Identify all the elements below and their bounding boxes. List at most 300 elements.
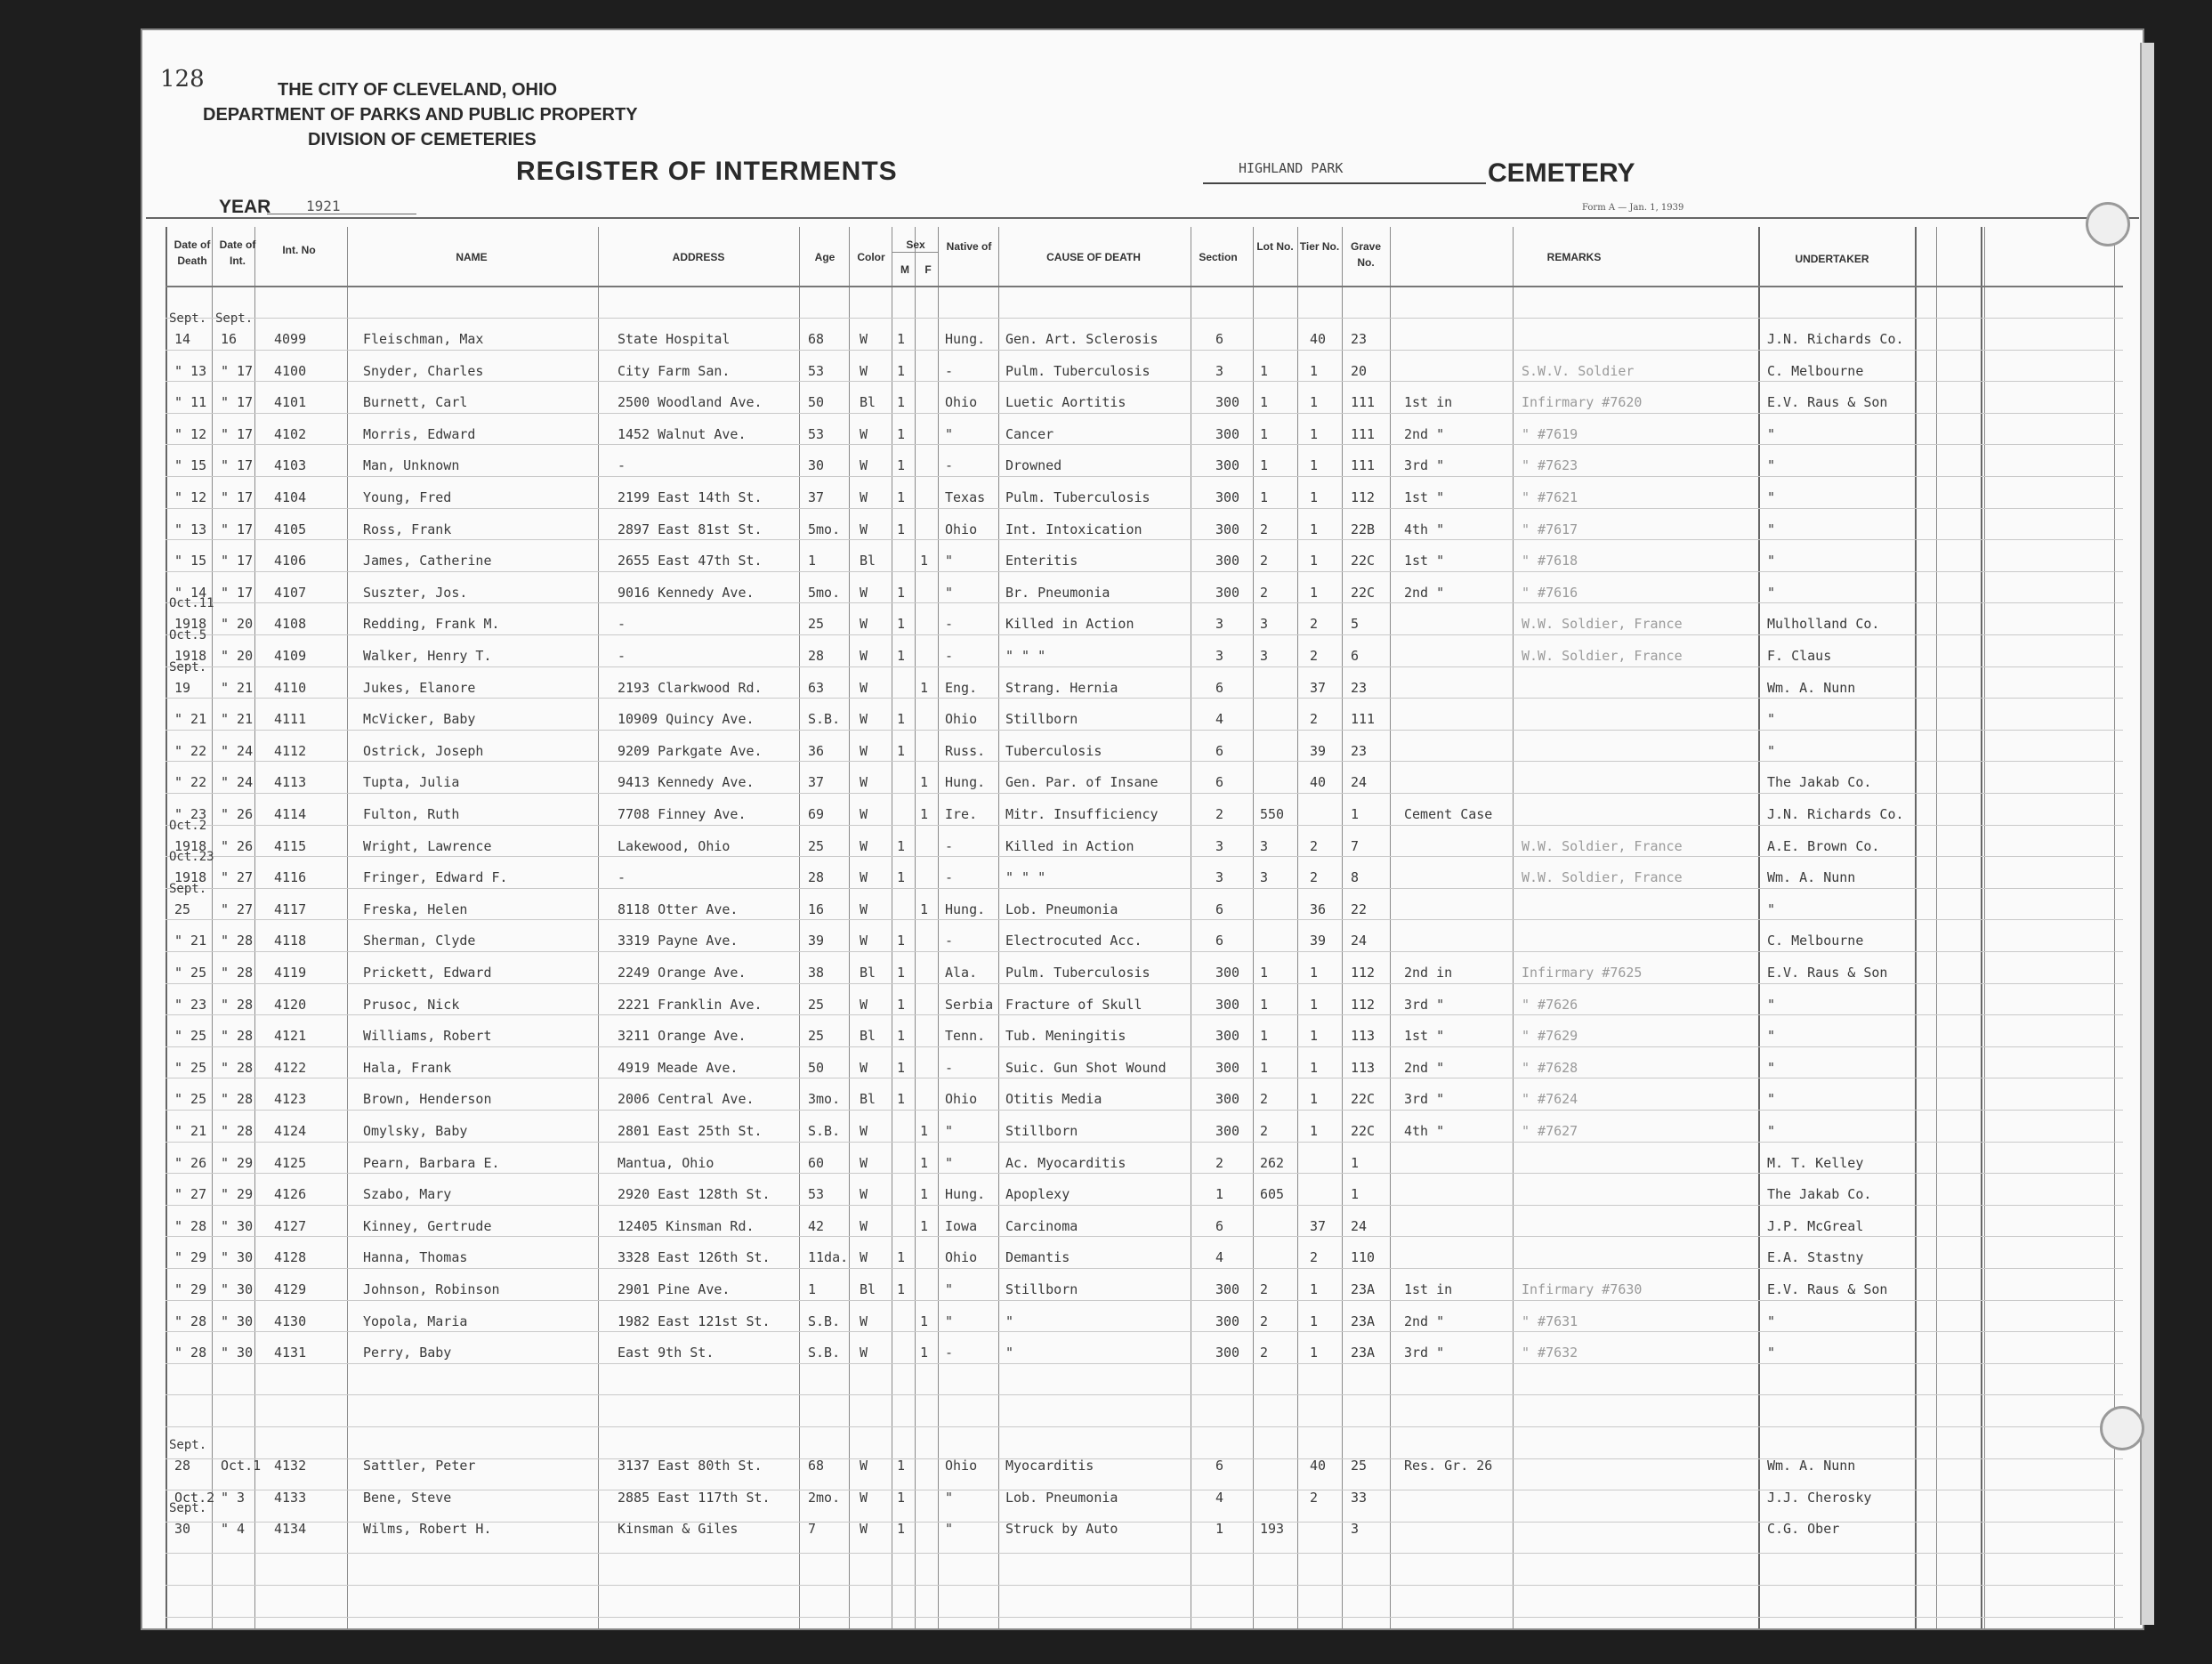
cell-date-of-death: " 12 [174, 489, 207, 505]
cell-sex-m: 1 [897, 1521, 906, 1538]
cell-date-of-int: " 28 [221, 1059, 254, 1076]
register-title: REGISTER OF INTERMENTS [516, 157, 898, 186]
cell-cause: Suic. Gun Shot Wound [1005, 1059, 1167, 1076]
cell-date-of-int: " 30 [221, 1281, 254, 1297]
cell-remark-b: W.W. Soldier, France [1522, 869, 1683, 886]
table-row [165, 950, 2123, 982]
cell-date-of-death: " 25 [174, 965, 207, 981]
cell-name: Snyder, Charles [363, 362, 484, 379]
cell-date-of-int: " 29 [221, 1186, 254, 1203]
cell-cause: " [1005, 1345, 1014, 1361]
cell-date-of-death: 30 [174, 1521, 191, 1538]
cell-age: 25 [808, 1028, 825, 1045]
cell-date-of-int: " 28 [221, 933, 254, 949]
cell-dd-top: Oct.23 [169, 850, 214, 865]
cell-tier: 2 [1310, 1249, 1319, 1266]
cell-age: 1 [808, 1281, 817, 1297]
cell-remark-a: 3rd " [1404, 457, 1445, 474]
cell-section: 300 [1215, 521, 1240, 537]
cell-sex-m: 1 [897, 1249, 906, 1266]
cell-date-of-int: " 17 [221, 584, 254, 601]
cell-remark-a: 1st " [1404, 553, 1445, 569]
cell-age: 36 [808, 742, 825, 759]
cell-address: 8118 Otter Ave. [618, 901, 739, 917]
cell-name: Fleischman, Max [363, 331, 484, 347]
cell-sex-m: 1 [897, 457, 906, 474]
cell-tier: 2 [1310, 648, 1319, 664]
form-note: Form A — Jan. 1, 1939 [1582, 203, 1684, 213]
cell-lot: 2 [1260, 584, 1269, 601]
cell-age: 39 [808, 933, 825, 949]
cell-tier: 1 [1310, 521, 1319, 537]
cell-grave: 22B [1351, 521, 1376, 537]
cell-dd-top: Sept. [169, 1501, 207, 1516]
row-rule [165, 1617, 2123, 1618]
table-row [165, 918, 2123, 950]
cell-tier: 37 [1310, 679, 1327, 696]
table-row [165, 570, 2123, 602]
cell-native: Ohio [945, 394, 978, 411]
cell-address: 7708 Finney Ave. [618, 806, 747, 822]
cell-section: 300 [1215, 1313, 1240, 1329]
cell-address: 2500 Woodland Ave. [618, 394, 763, 411]
cell-sex-f: 1 [920, 679, 929, 696]
cell-undertaker: A.E. Brown Co. [1767, 837, 1880, 854]
cell-section: 4 [1215, 711, 1224, 728]
cell-name: Pearn, Barbara E. [363, 1154, 500, 1171]
cell-undertaker: E.V. Raus & Son [1767, 394, 1888, 411]
page-edge [2140, 43, 2154, 1625]
cell-native: Ohio [945, 521, 978, 537]
cell-grave: 1 [1351, 1186, 1360, 1203]
cell-undertaker: Wm. A. Nunn [1767, 679, 1856, 696]
cell-native: Hung. [945, 331, 986, 347]
cell-remark-a: 4th " [1404, 521, 1445, 537]
cell-int-no: 4134 [274, 1521, 307, 1538]
cell-int-no: 4107 [274, 584, 307, 601]
cell-date-of-death: " 29 [174, 1249, 207, 1266]
cell-remark-b: Infirmary #7630 [1522, 1281, 1643, 1297]
row-rule [165, 1553, 2123, 1554]
cell-native: Hung. [945, 901, 986, 917]
cell-int-no: 4116 [274, 869, 307, 886]
cell-date-of-death: 1918 [174, 869, 207, 886]
cell-date-of-death: 1918 [174, 616, 207, 633]
cell-native: - [945, 933, 954, 949]
cell-sex-m: 1 [897, 394, 906, 411]
cell-name: Hanna, Thomas [363, 1249, 468, 1266]
cell-native: - [945, 837, 954, 854]
cell-undertaker: " [1767, 489, 1776, 505]
cell-age: 69 [808, 806, 825, 822]
cell-name: Ross, Frank [363, 521, 452, 537]
cell-name: Perry, Baby [363, 1345, 452, 1361]
cell-undertaker: E.V. Raus & Son [1767, 965, 1888, 981]
cell-sex-m: 1 [897, 742, 906, 759]
cell-color: W [860, 616, 868, 633]
table-row [165, 1299, 2123, 1331]
cell-remark-a: 1st in [1404, 394, 1453, 411]
cell-int-no: 4133 [274, 1489, 307, 1506]
cell-section: 300 [1215, 1281, 1240, 1297]
cell-undertaker: E.A. Stastny [1767, 1249, 1864, 1266]
cell-lot: 1 [1260, 996, 1269, 1013]
cell-grave: 33 [1351, 1489, 1368, 1506]
cell-sex-m: 1 [897, 425, 906, 442]
cell-age: S.B. [808, 1345, 841, 1361]
cell-sex-m: 1 [897, 1489, 906, 1506]
cell-sex-m: 1 [897, 711, 906, 728]
table-row [165, 1330, 2123, 1362]
cell-sex-m: 1 [897, 869, 906, 886]
cell-grave: 23A [1351, 1345, 1376, 1361]
cell-color: W [860, 711, 868, 728]
top-rule [146, 217, 2139, 219]
cell-date-of-death: " 15 [174, 457, 207, 474]
cell-tier: 2 [1310, 1489, 1319, 1506]
cell-date-of-death: 25 [174, 901, 191, 917]
table-row [165, 982, 2123, 1014]
cell-undertaker: " [1767, 1091, 1776, 1108]
cell-age: 68 [808, 1458, 825, 1474]
cell-cause: Apoplexy [1005, 1186, 1070, 1203]
cell-section: 1 [1215, 1186, 1224, 1203]
cell-age: 63 [808, 679, 825, 696]
cell-color: W [860, 774, 868, 791]
cell-remark-b: " #7628 [1522, 1059, 1578, 1076]
cell-tier: 1 [1310, 489, 1319, 505]
cell-name: Prickett, Edward [363, 965, 492, 981]
cell-color: W [860, 1313, 868, 1329]
row-rule [165, 1363, 2123, 1364]
cell-grave: 22C [1351, 1123, 1376, 1139]
cell-color: W [860, 521, 868, 537]
cell-color: W [860, 425, 868, 442]
table-row [165, 1172, 2123, 1204]
cell-color: Bl [860, 394, 876, 411]
cell-color: W [860, 1458, 868, 1474]
cell-int-no: 4130 [274, 1313, 307, 1329]
col-remarks: REMARKS [1546, 251, 1602, 263]
cell-int-no: 4101 [274, 394, 307, 411]
cell-grave: 112 [1351, 996, 1376, 1013]
cell-sex-m: 1 [897, 1028, 906, 1045]
col-tier: Tier No. [1299, 240, 1340, 253]
cell-undertaker: Wm. A. Nunn [1767, 1458, 1856, 1474]
cell-cause: Fracture of Skull [1005, 996, 1142, 1013]
cell-int-no: 4102 [274, 425, 307, 442]
cell-remark-b: " #7632 [1522, 1345, 1578, 1361]
cell-lot: 605 [1260, 1186, 1285, 1203]
cell-int-no: 4131 [274, 1345, 307, 1361]
cell-age: 5mo. [808, 521, 841, 537]
cell-color: W [860, 584, 868, 601]
cell-address: 2221 Franklin Ave. [618, 996, 763, 1013]
cell-remark-a: 2nd in [1404, 965, 1453, 981]
col-date-death: Date of Death [174, 238, 211, 267]
cell-tier: 1 [1310, 1313, 1319, 1329]
cell-date-of-int: " 30 [221, 1249, 254, 1266]
cell-sex-m: 1 [897, 584, 906, 601]
cell-cause: Stillborn [1005, 1281, 1078, 1297]
cell-sex-m: 1 [897, 1281, 906, 1297]
table-row [165, 792, 2123, 824]
cell-color: W [860, 996, 868, 1013]
col-native: Native of [946, 240, 992, 253]
col-sex-m: M [900, 263, 909, 276]
cell-color: Bl [860, 553, 876, 569]
cell-color: W [860, 1345, 868, 1361]
cell-color: W [860, 1154, 868, 1171]
cell-date-of-death: " 21 [174, 1123, 207, 1139]
cell-int-no: 4127 [274, 1217, 307, 1234]
cell-date-of-death: " 23 [174, 996, 207, 1013]
cell-grave: 111 [1351, 394, 1376, 411]
cell-name: Freska, Helen [363, 901, 468, 917]
cell-tier: 2 [1310, 616, 1319, 633]
table-row [165, 1235, 2123, 1267]
cell-cause: Luetic Aortitis [1005, 394, 1126, 411]
cell-address: State Hospital [618, 331, 731, 347]
cell-grave: 7 [1351, 837, 1360, 854]
cell-native: - [945, 869, 954, 886]
table-row [165, 1077, 2123, 1109]
cell-name: Brown, Henderson [363, 1091, 492, 1108]
cell-int-no: 4114 [274, 806, 307, 822]
cell-grave: 5 [1351, 616, 1360, 633]
cell-date-of-int: " 3 [221, 1489, 246, 1506]
cell-remark-a: Res. Gr. 26 [1404, 1458, 1493, 1474]
binder-ring-icon [2100, 1406, 2144, 1450]
table-row [165, 697, 2123, 729]
cell-name: Tupta, Julia [363, 774, 460, 791]
cell-age: 25 [808, 996, 825, 1013]
cell-int-no: 4112 [274, 742, 307, 759]
cell-age: 37 [808, 774, 825, 791]
cell-tier: 1 [1310, 457, 1319, 474]
cell-section: 300 [1215, 1059, 1240, 1076]
cell-color: W [860, 1059, 868, 1076]
cell-address: 10909 Quincy Ave. [618, 711, 755, 728]
cell-address: 3328 East 126th St. [618, 1249, 771, 1266]
department-heading: DEPARTMENT OF PARKS AND PUBLIC PROPERTY [203, 105, 638, 125]
cell-section: 300 [1215, 1345, 1240, 1361]
cell-date-of-int: " 17 [221, 362, 254, 379]
cell-undertaker: " [1767, 553, 1776, 569]
cell-age: 16 [808, 901, 825, 917]
cell-date-of-int: " 17 [221, 521, 254, 537]
cell-grave: 22C [1351, 1091, 1376, 1108]
cell-date-of-death: " 27 [174, 1186, 207, 1203]
cell-date-of-int: " 28 [221, 996, 254, 1013]
cell-tier: 39 [1310, 742, 1327, 759]
cell-address: 2249 Orange Ave. [618, 965, 747, 981]
cell-date-of-int: " 27 [221, 901, 254, 917]
cell-color: W [860, 869, 868, 886]
cell-remark-b: " #7626 [1522, 996, 1578, 1013]
cell-undertaker: C. Melbourne [1767, 933, 1864, 949]
cell-sex-m: 1 [897, 521, 906, 537]
cell-sex-m: 1 [897, 648, 906, 664]
cell-dd-top: Sept. [169, 1438, 207, 1452]
cell-name: Prusoc, Nick [363, 996, 460, 1013]
cell-native: " [945, 1154, 954, 1171]
cell-name: Ostrick, Joseph [363, 742, 484, 759]
cell-native: - [945, 362, 954, 379]
cell-age: 50 [808, 394, 825, 411]
cell-age: 5mo. [808, 584, 841, 601]
cell-remark-a: 2nd " [1404, 1059, 1445, 1076]
cell-date-of-int: " 20 [221, 616, 254, 633]
cell-section: 6 [1215, 679, 1224, 696]
cell-name: James, Catherine [363, 553, 492, 569]
cell-cause: Pulm. Tuberculosis [1005, 489, 1150, 505]
table-row [165, 818, 2123, 856]
table-row [165, 475, 2123, 507]
cell-grave: 25 [1351, 1458, 1368, 1474]
cell-sex-f: 1 [920, 901, 929, 917]
cell-date-of-int: " 21 [221, 679, 254, 696]
cell-cause: Killed in Action [1005, 616, 1134, 633]
cell-address: 3137 East 80th St. [618, 1458, 763, 1474]
cell-int-no: 4129 [274, 1281, 307, 1297]
cell-color: W [860, 933, 868, 949]
cell-undertaker: " [1767, 996, 1776, 1013]
cell-lot: 262 [1260, 1154, 1285, 1171]
cell-native: Ohio [945, 1249, 978, 1266]
cell-section: 300 [1215, 489, 1240, 505]
cell-date-of-int: " 17 [221, 489, 254, 505]
cell-color: Bl [860, 1028, 876, 1045]
cell-name: Man, Unknown [363, 457, 460, 474]
cell-dd-top: Sept. [169, 881, 207, 896]
table-row [165, 1501, 2123, 1539]
cell-tier: 37 [1310, 1217, 1327, 1234]
cell-color: W [860, 362, 868, 379]
cell-grave: 6 [1351, 648, 1360, 664]
row-rule [165, 1585, 2123, 1586]
col-date-int: Date of Int. [219, 238, 256, 267]
cell-grave: 23A [1351, 1281, 1376, 1297]
cell-undertaker: Wm. A. Nunn [1767, 869, 1856, 886]
table-row [165, 1475, 2123, 1507]
cell-color: W [860, 489, 868, 505]
table-row [165, 507, 2123, 539]
cell-lot: 2 [1260, 1091, 1269, 1108]
cell-date-of-int: " 28 [221, 1123, 254, 1139]
cell-lot: 2 [1260, 1345, 1269, 1361]
cell-int-no: 4110 [274, 679, 307, 696]
cell-age: 2mo. [808, 1489, 841, 1506]
cell-grave: 23 [1351, 331, 1368, 347]
cell-tier: 2 [1310, 869, 1319, 886]
table-row [165, 1204, 2123, 1236]
cell-section: 4 [1215, 1489, 1224, 1506]
page-number: 128 [160, 66, 205, 93]
cell-section: 300 [1215, 996, 1240, 1013]
row-rule [165, 1394, 2123, 1395]
cell-native: " [945, 1489, 954, 1506]
cell-lot: 1 [1260, 965, 1269, 981]
table-row [165, 349, 2123, 381]
cemetery-underline [1203, 182, 1486, 184]
cell-sex-m: 1 [897, 1091, 906, 1108]
cell-native: " [945, 1281, 954, 1297]
cell-name: Fringer, Edward F. [363, 869, 508, 886]
cell-sex-m: 1 [897, 331, 906, 347]
cell-date-of-death: " 13 [174, 521, 207, 537]
cell-age: S.B. [808, 1313, 841, 1329]
cell-date-of-death: " 26 [174, 1154, 207, 1171]
cell-grave: 1 [1351, 1154, 1360, 1171]
cell-address: - [618, 616, 626, 633]
cell-address: - [618, 869, 626, 886]
cell-tier: 1 [1310, 553, 1319, 569]
cell-address: 2193 Clarkwood Rd. [618, 679, 763, 696]
cell-tier: 1 [1310, 584, 1319, 601]
cell-age: 28 [808, 648, 825, 664]
cell-date-of-int: " 24 [221, 742, 254, 759]
cell-remark-a: 2nd " [1404, 584, 1445, 601]
cell-lot: 1 [1260, 362, 1269, 379]
cell-cause: Stillborn [1005, 1123, 1078, 1139]
cell-age: 30 [808, 457, 825, 474]
cell-date-of-int: " 27 [221, 869, 254, 886]
cell-section: 2 [1215, 1154, 1224, 1171]
cell-section: 6 [1215, 742, 1224, 759]
cell-name: Burnett, Carl [363, 394, 468, 411]
cell-address: 4919 Meade Ave. [618, 1059, 739, 1076]
col-int-no: Int. No [282, 244, 316, 256]
cell-date-of-death: " 28 [174, 1313, 207, 1329]
cell-color: Bl [860, 1091, 876, 1108]
cell-cause: Gen. Art. Sclerosis [1005, 331, 1158, 347]
cell-lot: 193 [1260, 1521, 1285, 1538]
cell-section: 6 [1215, 774, 1224, 791]
cell-name: Hala, Frank [363, 1059, 452, 1076]
cell-date-of-int: Oct.1 [221, 1458, 262, 1474]
cell-date-of-death: " 25 [174, 1091, 207, 1108]
table-row [165, 380, 2123, 412]
cell-undertaker: " [1767, 457, 1776, 474]
cell-cause: Stillborn [1005, 711, 1078, 728]
cell-tier: 1 [1310, 1123, 1319, 1139]
cell-cause: Br. Pneumonia [1005, 584, 1110, 601]
cell-cause: Pulm. Tuberculosis [1005, 965, 1150, 981]
cell-date-of-death: " 21 [174, 711, 207, 728]
cell-native: Hung. [945, 1186, 986, 1203]
cell-date-of-death: 14 [174, 331, 191, 347]
cell-age: 25 [808, 837, 825, 854]
cell-address: 9016 Kennedy Ave. [618, 584, 755, 601]
cell-date-of-int: 16 [221, 331, 238, 347]
cell-color: W [860, 901, 868, 917]
cell-remark-a: 2nd " [1404, 1313, 1445, 1329]
cell-grave: 23 [1351, 679, 1368, 696]
cell-lot: 2 [1260, 521, 1269, 537]
cell-undertaker: The Jakab Co. [1767, 774, 1872, 791]
table-row [165, 443, 2123, 475]
cell-remark-b: W.W. Soldier, France [1522, 616, 1683, 633]
cell-remark-a: 1st " [1404, 489, 1445, 505]
cell-age: 53 [808, 362, 825, 379]
cell-int-no: 4105 [274, 521, 307, 537]
table-row [165, 1141, 2123, 1173]
cell-dd-top: Sept. [169, 311, 207, 326]
table-row [165, 1046, 2123, 1078]
cell-sex-f: 1 [920, 1345, 929, 1361]
cell-date-of-int: " 26 [221, 806, 254, 822]
